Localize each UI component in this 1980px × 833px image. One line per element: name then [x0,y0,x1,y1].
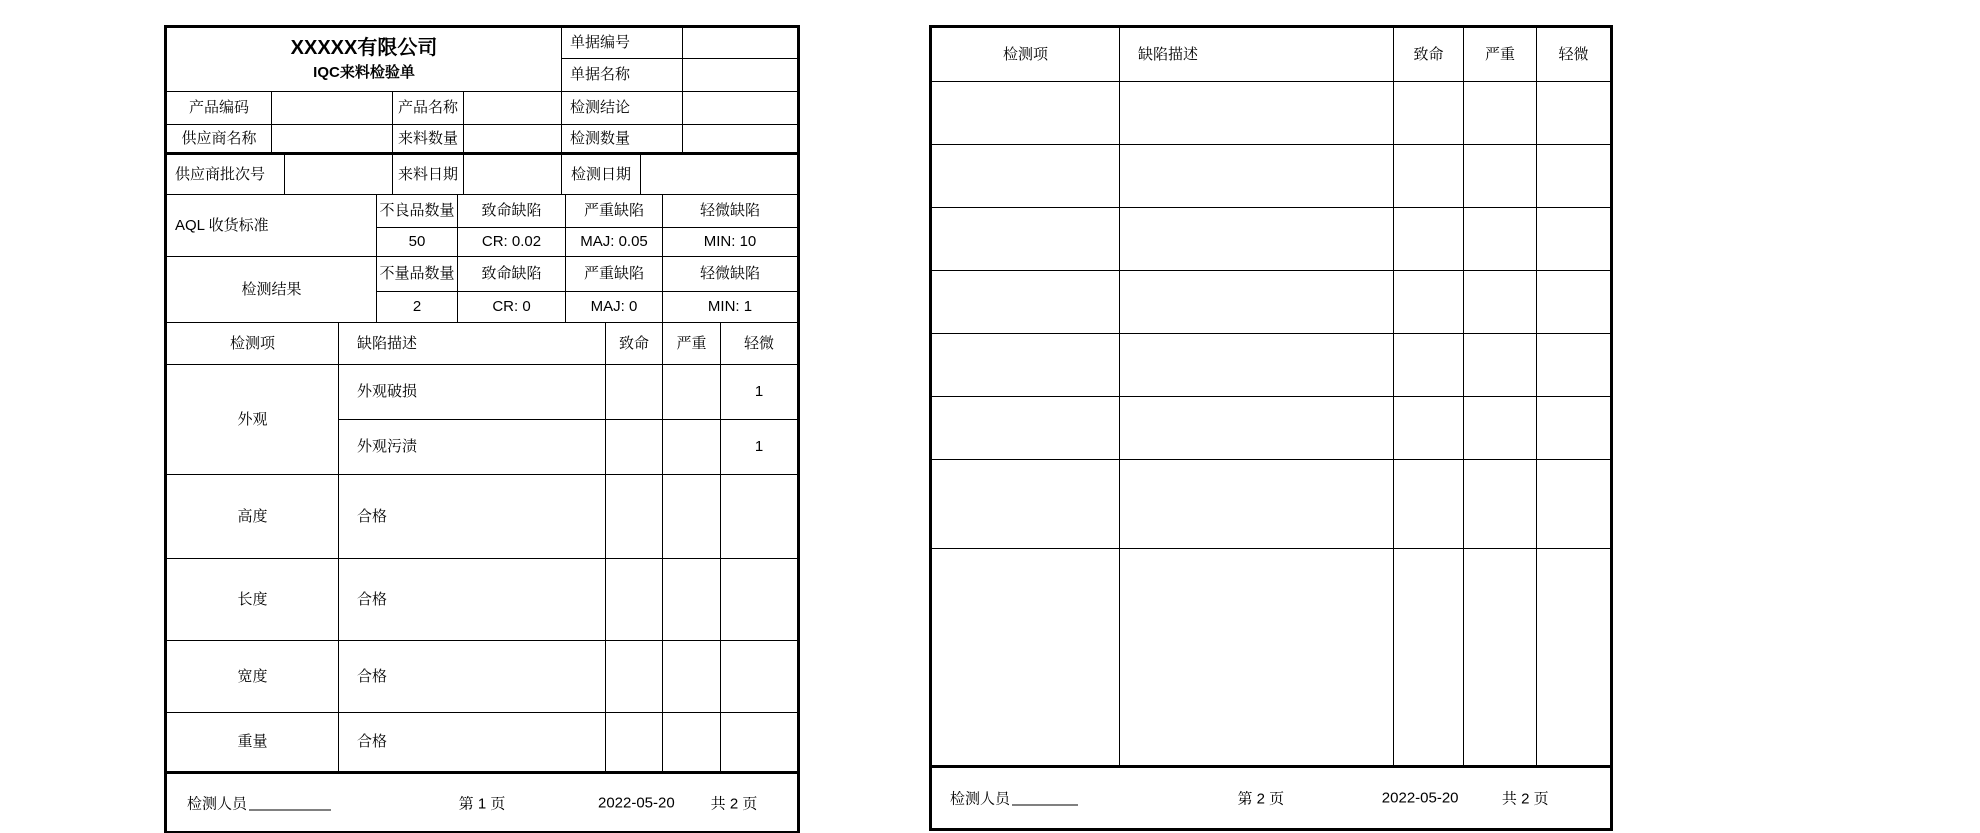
page-number: 第 2 页 [1237,790,1285,808]
total-pages: 共 2 页 [1501,790,1549,808]
empty-cell [1394,549,1464,765]
aql-major-header: 严重缺陷 [566,195,663,228]
det-desc-appearance-2: 外观污渍 [339,420,606,475]
empty-cell [1537,460,1610,549]
doc-name-value [683,59,797,92]
doc-name-label: 单据名称 [562,59,683,92]
page1-table [164,25,800,774]
page2-empty-row [932,208,1610,271]
empty-cell [932,334,1120,397]
empty-cell [1120,334,1394,397]
form-title: IQC来料检验单 [313,64,415,82]
empty-cell [1120,208,1394,271]
page-1 [164,25,800,833]
det-minor-length [721,559,797,641]
det-item-weight: 重量 [167,713,339,771]
det-item-height: 高度 [167,475,339,559]
incoming-date-value [464,155,562,195]
det-desc-height: 合格 [339,475,606,559]
inspect-date-value [641,155,797,195]
aql-qty-value: 50 [377,228,458,257]
signature-line [1012,805,1078,806]
print-date: 2022-05-20 [1381,789,1459,807]
empty-cell [1394,82,1464,145]
result-qty-value: 2 [377,292,458,323]
inspector-label: 检测人员 [187,795,248,812]
det-major-header: 严重 [663,323,721,365]
empty-cell [1464,397,1537,460]
empty-cell [1464,82,1537,145]
empty-cell [1464,271,1537,334]
company-name: XXXXX有限公司 [290,37,438,60]
result-section [167,257,797,323]
empty-cell [1120,397,1394,460]
result-label: 检测结果 [167,257,377,323]
det-critical-height [606,475,663,559]
page2-footer [929,768,1613,831]
inspector-signature-field [187,792,331,813]
inspect-qty-label: 检测数量 [562,125,683,152]
det-major-width [663,641,721,713]
empty-cell [932,271,1120,334]
det-critical-header: 致命 [606,323,663,365]
det-critical-length [606,559,663,641]
inspector-signature-field [950,788,1078,809]
empty-cell [1394,334,1464,397]
page2-empty-row [932,460,1610,549]
aql-major-value: MAJ: 0.05 [566,228,663,257]
empty-cell [1120,271,1394,334]
page2-table [929,25,1613,768]
empty-cell [1537,397,1610,460]
page1-header-section [167,28,797,92]
det-major-weight [663,713,721,771]
page2-empty-row [932,397,1610,460]
result-qty-header: 不量品数量 [377,257,458,292]
empty-cell [932,82,1120,145]
supplier-name-label: 供应商名称 [167,125,272,152]
det-item-header: 检测项 [167,323,339,365]
incoming-date-label: 来料日期 [393,155,464,195]
det-desc-header: 缺陷描述 [339,323,606,365]
page2-empty-row [932,334,1610,397]
empty-cell [1537,334,1610,397]
page1-batch-section [167,152,797,195]
empty-cell [1464,145,1537,208]
product-code-label: 产品编码 [167,92,272,125]
det-minor-appearance-2: 1 [721,420,797,475]
conclusion-value [683,92,797,125]
empty-cell [1464,549,1537,765]
supplier-batch-label: 供应商批次号 [167,155,285,195]
page1-footer [164,774,800,833]
doc-no-label: 单据编号 [562,28,683,59]
det-critical-appearance-1 [606,365,663,420]
det-item-width: 宽度 [167,641,339,713]
aql-qty-header: 不良品数量 [377,195,458,228]
det-major-appearance-1 [663,365,721,420]
inspector-label: 检测人员 [950,790,1011,808]
empty-cell [1394,460,1464,549]
page2-empty-row [932,549,1610,765]
empty-cell [932,145,1120,208]
supplier-batch-value [285,155,393,195]
empty-cell [1394,208,1464,271]
empty-cell [932,208,1120,271]
det-item-length: 长度 [167,559,339,641]
page1-info-section [167,92,797,152]
det-minor-weight [721,713,797,771]
det-desc-appearance-1: 外观破损 [339,365,606,420]
det-major-header: 严重 [1464,28,1537,82]
aql-minor-header: 轻微缺陷 [663,195,797,228]
empty-cell [1537,82,1610,145]
incoming-qty-value [464,125,562,152]
result-minor-header: 轻微缺陷 [663,257,797,292]
det-item-header: 检测项 [932,28,1120,82]
page2-detection-header [932,28,1610,82]
det-row-appearance [167,365,797,475]
total-pages: 共 2 页 [710,795,758,812]
det-row-length [167,559,797,641]
empty-cell [1120,145,1394,208]
empty-cell [1537,549,1610,765]
empty-cell [1537,145,1610,208]
det-major-appearance-2 [663,420,721,475]
det-item-appearance: 外观 [167,365,339,475]
det-desc-header: 缺陷描述 [1120,28,1394,82]
aql-minor-value: MIN: 10 [663,228,797,257]
doc-no-value [683,28,797,59]
det-row-height [167,475,797,559]
det-row-width [167,641,797,713]
inspect-qty-value [683,125,797,152]
empty-cell [1537,271,1610,334]
result-major-header: 严重缺陷 [566,257,663,292]
det-critical-width [606,641,663,713]
page-number: 第 1 页 [458,795,506,812]
empty-cell [1394,397,1464,460]
result-critical-value: CR: 0 [458,292,566,323]
aql-critical-header: 致命缺陷 [458,195,566,228]
det-major-height [663,475,721,559]
page2-empty-row [932,82,1610,145]
det-critical-header: 致命 [1394,28,1464,82]
empty-cell [1464,334,1537,397]
product-code-value [272,92,393,125]
conclusion-label: 检测结论 [562,92,683,125]
det-critical-appearance-2 [606,420,663,475]
det-minor-height [721,475,797,559]
result-major-value: MAJ: 0 [566,292,663,323]
supplier-name-value [272,125,393,152]
empty-cell [1120,460,1394,549]
empty-cell [1120,549,1394,765]
det-minor-header: 轻微 [1537,28,1610,82]
empty-cell [1464,208,1537,271]
product-name-label: 产品名称 [393,92,464,125]
det-minor-width [721,641,797,713]
det-desc-weight: 合格 [339,713,606,771]
print-date: 2022-05-20 [597,794,675,811]
empty-cell [1394,271,1464,334]
empty-cell [932,460,1120,549]
signature-line [249,809,331,810]
company-header [167,28,562,92]
det-minor-appearance-1: 1 [721,365,797,420]
det-critical-weight [606,713,663,771]
empty-cell [1120,82,1394,145]
det-minor-header: 轻微 [721,323,797,365]
result-minor-value: MIN: 1 [663,292,797,323]
empty-cell [932,397,1120,460]
det-desc-width: 合格 [339,641,606,713]
result-critical-header: 致命缺陷 [458,257,566,292]
incoming-qty-label: 来料数量 [393,125,464,152]
aql-section [167,195,797,257]
product-name-value [464,92,562,125]
aql-label: AQL 收货标准 [167,195,377,257]
page1-detection-header [167,323,797,365]
page2-empty-rows [932,82,1610,765]
det-row-weight [167,713,797,771]
empty-cell [1537,208,1610,271]
empty-cell [1394,145,1464,208]
empty-cell [932,549,1120,765]
page-2 [929,25,1613,831]
inspect-date-label: 检测日期 [562,155,641,195]
det-major-length [663,559,721,641]
page2-empty-row [932,271,1610,334]
aql-critical-value: CR: 0.02 [458,228,566,257]
empty-cell [1464,460,1537,549]
det-desc-length: 合格 [339,559,606,641]
page2-empty-row [932,145,1610,208]
